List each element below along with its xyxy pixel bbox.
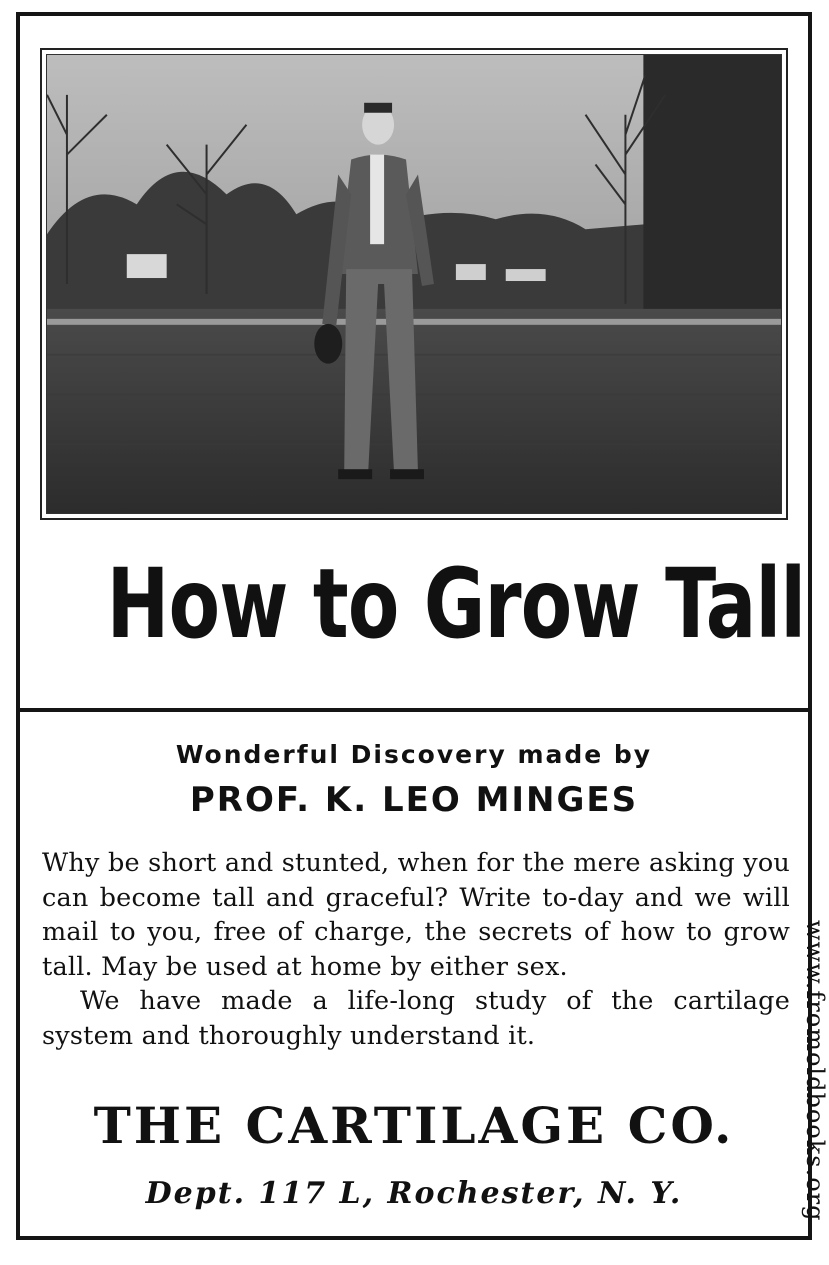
advertisement-frame <box>16 12 812 1240</box>
body-paragraph: Why be short and stunted, when for the mere asking you can become tall and graceful? Write to-day and we will mail to you, free of charge, the secrets of how to grow tall. May be used at home by either sex. <box>42 848 790 982</box>
photo-panel <box>40 48 788 520</box>
photograph-man-standing-in-park <box>46 54 782 514</box>
headline: How to Grow Tall <box>106 548 806 660</box>
body-copy <box>42 846 790 1054</box>
company-address: Dept. 117 L, Rochester, N. Y. <box>145 1176 683 1211</box>
professor-name: PROF. K. LEO MINGES <box>189 780 639 820</box>
company-name: THE CARTILAGE CO. <box>93 1096 735 1155</box>
discovery-subheading: Wonderful Discovery made by <box>175 740 653 769</box>
body-paragraph: We have made a life-long study of the cartilage system and thoroughly understand it. <box>42 986 790 1051</box>
watermark-text: www.fromoldbooks.org <box>801 920 829 1222</box>
watermark <box>797 920 829 1250</box>
section-divider <box>20 708 808 712</box>
